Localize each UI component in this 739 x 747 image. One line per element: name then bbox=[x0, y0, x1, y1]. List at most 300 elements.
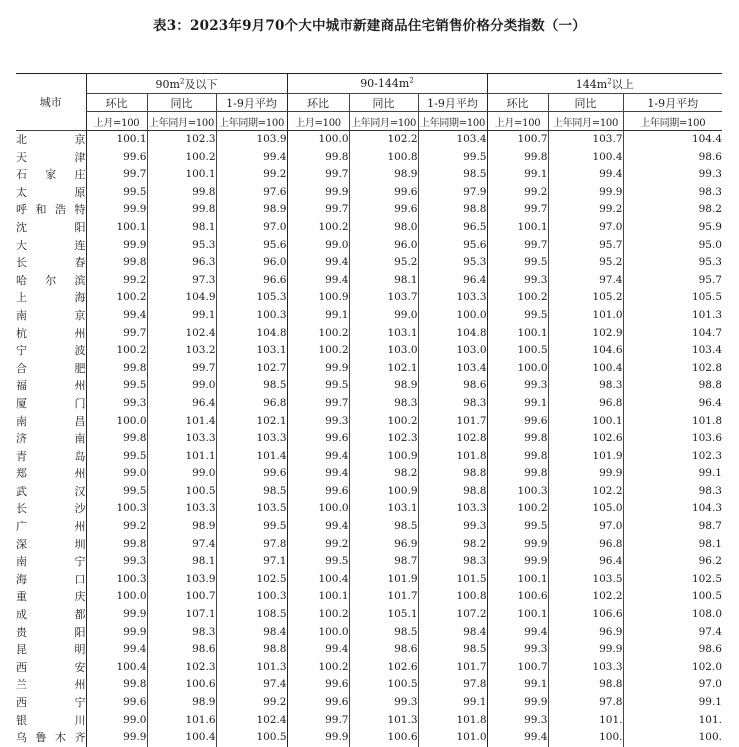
city-name-cell: 西宁 bbox=[16, 696, 86, 709]
value-cell-large-mom: 99.9 bbox=[487, 536, 548, 554]
value-cell-small-avg: 97.1 bbox=[216, 553, 287, 571]
value-cell-large-mom: 99.8 bbox=[487, 448, 548, 466]
value-cell-small-mom: 100.1 bbox=[86, 131, 147, 149]
value-cell-small-avg: 103.5 bbox=[216, 500, 287, 518]
value-cell-small-mom: 99.0 bbox=[86, 465, 147, 483]
value-cell-medium-mom: 99.2 bbox=[287, 536, 349, 554]
value-cell-large-mom: 99.5 bbox=[487, 254, 548, 272]
city-name-cell: 石家庄 bbox=[16, 168, 86, 182]
value-cell-medium-avg: 98.8 bbox=[418, 483, 487, 501]
value-cell-large-avg: 100.5 bbox=[623, 588, 722, 606]
city-name-cell: 青岛 bbox=[16, 449, 86, 463]
value-cell-medium-yoy: 98.5 bbox=[349, 624, 418, 642]
value-cell-large-yoy: 96.9 bbox=[548, 624, 623, 642]
value-cell-small-mom: 99.7 bbox=[86, 166, 147, 184]
value-cell-small-avg: 101.3 bbox=[216, 659, 287, 677]
table-row bbox=[16, 448, 722, 466]
city-name-cell: 郑州 bbox=[16, 467, 86, 481]
value-cell-medium-yoy: 98.6 bbox=[349, 641, 418, 659]
sub-header-mom: 环比 bbox=[287, 94, 349, 112]
value-cell-small-avg: 104.8 bbox=[216, 325, 287, 343]
value-cell-small-yoy: 100.5 bbox=[147, 483, 216, 501]
value-cell-small-yoy: 102.3 bbox=[147, 659, 216, 677]
value-cell-small-avg: 97.6 bbox=[216, 184, 287, 202]
value-cell-medium-yoy: 102.6 bbox=[349, 659, 418, 677]
value-cell-small-yoy: 100.4 bbox=[147, 729, 216, 747]
value-cell-small-mom: 99.8 bbox=[86, 536, 147, 554]
value-cell-small-yoy: 107.1 bbox=[147, 606, 216, 624]
value-cell-large-avg: 108.0 bbox=[623, 606, 722, 624]
value-cell-medium-mom: 99.9 bbox=[287, 360, 349, 378]
value-cell-small-avg: 100.3 bbox=[216, 307, 287, 325]
value-cell-medium-mom: 99.4 bbox=[287, 448, 349, 466]
table-row bbox=[16, 430, 722, 448]
value-cell-small-mom: 100.3 bbox=[86, 571, 147, 589]
value-cell-large-mom: 99.1 bbox=[487, 676, 548, 694]
value-cell-medium-mom: 99.7 bbox=[287, 166, 349, 184]
basis-header-avg: 上年同期=100 bbox=[418, 112, 487, 131]
value-cell-medium-avg: 103.3 bbox=[418, 500, 487, 518]
value-cell-small-mom: 99.6 bbox=[86, 149, 147, 167]
table-row bbox=[16, 729, 722, 747]
value-cell-small-avg: 96.8 bbox=[216, 395, 287, 413]
city-name-cell: 武汉 bbox=[16, 484, 86, 498]
table-row bbox=[16, 641, 722, 659]
group-header-small bbox=[86, 74, 287, 94]
value-cell-large-mom: 100.2 bbox=[487, 289, 548, 307]
value-cell-large-yoy: 101. bbox=[548, 712, 623, 730]
basis-header-mom: 上月=100 bbox=[86, 112, 147, 131]
value-cell-large-mom: 100.5 bbox=[487, 342, 548, 360]
group-header-large-base: 144m bbox=[575, 77, 608, 91]
table-row bbox=[16, 254, 722, 272]
value-cell-large-mom: 99.5 bbox=[487, 518, 548, 536]
value-cell-small-yoy: 98.9 bbox=[147, 518, 216, 536]
value-cell-small-yoy: 98.3 bbox=[147, 624, 216, 642]
value-cell-small-avg: 100.5 bbox=[216, 729, 287, 747]
value-cell-small-mom: 99.3 bbox=[86, 553, 147, 571]
value-cell-large-avg: 98.6 bbox=[623, 641, 722, 659]
value-cell-small-avg: 99.4 bbox=[216, 149, 287, 167]
value-cell-medium-yoy: 98.1 bbox=[349, 272, 418, 290]
value-cell-large-mom: 99.8 bbox=[487, 465, 548, 483]
city-name-cell: 重庆 bbox=[16, 590, 86, 604]
value-cell-small-avg: 103.3 bbox=[216, 430, 287, 448]
value-cell-medium-yoy: 95.2 bbox=[349, 254, 418, 272]
value-cell-medium-mom: 99.1 bbox=[287, 307, 349, 325]
value-cell-medium-mom: 99.7 bbox=[287, 395, 349, 413]
sub-header-yoy: 同比 bbox=[548, 94, 623, 112]
value-cell-small-yoy: 99.8 bbox=[147, 184, 216, 202]
value-cell-medium-avg: 100.8 bbox=[418, 588, 487, 606]
city-name-cell: 西安 bbox=[16, 660, 86, 674]
table-row bbox=[16, 659, 722, 677]
value-cell-large-yoy: 102.2 bbox=[548, 483, 623, 501]
value-cell-small-mom: 99.5 bbox=[86, 448, 147, 466]
value-cell-medium-mom: 100.1 bbox=[287, 588, 349, 606]
city-name-cell: 上海 bbox=[16, 291, 86, 305]
basis-header-mom: 上月=100 bbox=[487, 112, 548, 131]
value-cell-small-avg: 99.2 bbox=[216, 166, 287, 184]
value-cell-small-yoy: 96.3 bbox=[147, 254, 216, 272]
value-cell-medium-mom: 99.6 bbox=[287, 483, 349, 501]
value-cell-large-avg: 100. bbox=[623, 729, 722, 747]
value-cell-large-mom: 100.1 bbox=[487, 571, 548, 589]
value-cell-large-mom: 99.3 bbox=[487, 272, 548, 290]
table-row bbox=[16, 518, 722, 536]
value-cell-medium-avg: 99.3 bbox=[418, 518, 487, 536]
table-row bbox=[16, 606, 722, 624]
city-name-cell: 长沙 bbox=[16, 502, 86, 516]
table-row bbox=[16, 166, 722, 184]
value-cell-small-yoy: 99.1 bbox=[147, 307, 216, 325]
value-cell-small-avg: 98.8 bbox=[216, 641, 287, 659]
value-cell-large-avg: 98.1 bbox=[623, 536, 722, 554]
city-name-cell: 乌鲁木齐 bbox=[16, 731, 86, 745]
value-cell-medium-mom: 100.2 bbox=[287, 342, 349, 360]
value-cell-medium-mom: 100.2 bbox=[287, 219, 349, 237]
group-header-large bbox=[487, 74, 722, 94]
value-cell-small-mom: 99.4 bbox=[86, 307, 147, 325]
basis-header-yoy: 上年同月=100 bbox=[349, 112, 418, 131]
value-cell-small-yoy: 100.6 bbox=[147, 676, 216, 694]
table-row bbox=[16, 536, 722, 554]
value-cell-small-avg: 105.3 bbox=[216, 289, 287, 307]
value-cell-small-yoy: 97.3 bbox=[147, 272, 216, 290]
value-cell-large-yoy: 99.2 bbox=[548, 201, 623, 219]
value-cell-large-avg: 102.5 bbox=[623, 571, 722, 589]
value-cell-medium-mom: 99.4 bbox=[287, 641, 349, 659]
city-name-cell: 太原 bbox=[16, 185, 86, 199]
group-header-medium-sup: 2 bbox=[409, 76, 414, 85]
value-cell-medium-yoy: 101.9 bbox=[349, 571, 418, 589]
value-cell-large-avg: 101. bbox=[623, 712, 722, 730]
city-name-cell: 深圳 bbox=[16, 537, 86, 551]
value-cell-large-yoy: 95.2 bbox=[548, 254, 623, 272]
value-cell-small-mom: 99.5 bbox=[86, 483, 147, 501]
value-cell-medium-yoy: 102.2 bbox=[349, 131, 418, 149]
value-cell-medium-yoy: 98.3 bbox=[349, 395, 418, 413]
price-index-table bbox=[16, 73, 722, 747]
value-cell-medium-avg: 98.3 bbox=[418, 395, 487, 413]
value-cell-large-mom: 99.7 bbox=[487, 201, 548, 219]
value-cell-medium-avg: 97.8 bbox=[418, 676, 487, 694]
value-cell-large-avg: 102.3 bbox=[623, 448, 722, 466]
value-cell-medium-avg: 101.5 bbox=[418, 571, 487, 589]
value-cell-large-mom: 99.9 bbox=[487, 694, 548, 712]
value-cell-large-mom: 99.3 bbox=[487, 641, 548, 659]
value-cell-medium-mom: 99.7 bbox=[287, 712, 349, 730]
value-cell-small-mom: 99.8 bbox=[86, 430, 147, 448]
table-row bbox=[16, 360, 722, 378]
value-cell-large-mom: 99.3 bbox=[487, 712, 548, 730]
value-cell-medium-yoy: 100.9 bbox=[349, 448, 418, 466]
city-column-header: 城市 bbox=[16, 74, 86, 131]
value-cell-medium-mom: 99.6 bbox=[287, 694, 349, 712]
value-cell-large-yoy: 98.3 bbox=[548, 377, 623, 395]
value-cell-small-yoy: 100.7 bbox=[147, 588, 216, 606]
value-cell-large-avg: 99.1 bbox=[623, 694, 722, 712]
city-name-cell: 呼和浩特 bbox=[16, 203, 86, 217]
value-cell-large-mom: 99.2 bbox=[487, 184, 548, 202]
value-cell-large-mom: 99.5 bbox=[487, 307, 548, 325]
city-name-cell: 福州 bbox=[16, 379, 86, 393]
value-cell-small-yoy: 95.3 bbox=[147, 237, 216, 255]
value-cell-large-avg: 98.3 bbox=[623, 483, 722, 501]
value-cell-large-yoy: 100.1 bbox=[548, 413, 623, 431]
city-name-cell: 广州 bbox=[16, 520, 86, 534]
value-cell-medium-mom: 100.0 bbox=[287, 500, 349, 518]
value-cell-small-avg: 97.8 bbox=[216, 536, 287, 554]
value-cell-large-avg: 101.3 bbox=[623, 307, 722, 325]
table-row bbox=[16, 676, 722, 694]
value-cell-small-avg: 99.5 bbox=[216, 518, 287, 536]
value-cell-large-yoy: 96.8 bbox=[548, 395, 623, 413]
table-row bbox=[16, 712, 722, 730]
value-cell-large-yoy: 102.9 bbox=[548, 325, 623, 343]
city-name-cell: 天津 bbox=[16, 150, 86, 164]
value-cell-medium-mom: 99.4 bbox=[287, 518, 349, 536]
value-cell-medium-yoy: 101.7 bbox=[349, 588, 418, 606]
value-cell-small-avg: 97.4 bbox=[216, 676, 287, 694]
value-cell-medium-avg: 98.6 bbox=[418, 377, 487, 395]
value-cell-large-avg: 102.8 bbox=[623, 360, 722, 378]
value-cell-small-yoy: 98.6 bbox=[147, 641, 216, 659]
value-cell-small-mom: 99.7 bbox=[86, 325, 147, 343]
value-cell-large-avg: 97.0 bbox=[623, 676, 722, 694]
value-cell-medium-yoy: 100.8 bbox=[349, 149, 418, 167]
value-cell-small-avg: 108.5 bbox=[216, 606, 287, 624]
city-name-cell: 合肥 bbox=[16, 361, 86, 375]
value-cell-large-mom: 100.3 bbox=[487, 483, 548, 501]
table-row bbox=[16, 588, 722, 606]
value-cell-large-mom: 99.9 bbox=[487, 553, 548, 571]
value-cell-small-yoy: 100.1 bbox=[147, 166, 216, 184]
value-cell-large-avg: 99.1 bbox=[623, 465, 722, 483]
table-row bbox=[16, 149, 722, 167]
table-row bbox=[16, 624, 722, 642]
value-cell-medium-avg: 104.8 bbox=[418, 325, 487, 343]
city-name-cell: 南京 bbox=[16, 308, 86, 322]
city-name-cell: 银川 bbox=[16, 713, 86, 727]
value-cell-small-avg: 95.6 bbox=[216, 237, 287, 255]
value-cell-medium-yoy: 98.0 bbox=[349, 219, 418, 237]
value-cell-large-yoy: 104.6 bbox=[548, 342, 623, 360]
value-cell-medium-mom: 99.0 bbox=[287, 237, 349, 255]
value-cell-medium-yoy: 98.7 bbox=[349, 553, 418, 571]
group-header-small-sup: 2 bbox=[179, 76, 185, 85]
city-name-cell: 宁波 bbox=[16, 344, 86, 358]
table-row bbox=[16, 694, 722, 712]
value-cell-medium-avg: 95.6 bbox=[418, 237, 487, 255]
value-cell-large-mom: 100.2 bbox=[487, 500, 548, 518]
value-cell-large-avg: 98.6 bbox=[623, 149, 722, 167]
value-cell-small-avg: 103.1 bbox=[216, 342, 287, 360]
value-cell-medium-avg: 98.2 bbox=[418, 536, 487, 554]
value-cell-medium-mom: 99.4 bbox=[287, 254, 349, 272]
table-title: 表3：2023年9月70个大中城市新建商品住宅销售价格分类指数（一） bbox=[153, 18, 586, 34]
value-cell-large-avg: 98.3 bbox=[623, 184, 722, 202]
value-cell-medium-mom: 100.2 bbox=[287, 606, 349, 624]
value-cell-large-yoy: 97.8 bbox=[548, 694, 623, 712]
city-name-cell: 南昌 bbox=[16, 414, 86, 428]
value-cell-medium-yoy: 100.2 bbox=[349, 413, 418, 431]
value-cell-small-yoy: 96.4 bbox=[147, 395, 216, 413]
value-cell-medium-avg: 98.5 bbox=[418, 641, 487, 659]
table-row bbox=[16, 272, 722, 290]
table-row bbox=[16, 219, 722, 237]
value-cell-small-yoy: 97.4 bbox=[147, 536, 216, 554]
value-cell-medium-avg: 101.8 bbox=[418, 448, 487, 466]
value-cell-large-yoy: 99.9 bbox=[548, 184, 623, 202]
city-name-cell: 兰州 bbox=[16, 678, 86, 692]
value-cell-small-yoy: 98.1 bbox=[147, 553, 216, 571]
value-cell-large-yoy: 99.9 bbox=[548, 465, 623, 483]
value-cell-large-yoy: 96.4 bbox=[548, 553, 623, 571]
value-cell-medium-avg: 97.9 bbox=[418, 184, 487, 202]
value-cell-large-avg: 95.3 bbox=[623, 254, 722, 272]
group-header-small-suffix: 及以下 bbox=[184, 77, 218, 91]
value-cell-small-avg: 96.0 bbox=[216, 254, 287, 272]
value-cell-medium-avg: 103.3 bbox=[418, 289, 487, 307]
value-cell-small-yoy: 104.9 bbox=[147, 289, 216, 307]
value-cell-medium-yoy: 103.0 bbox=[349, 342, 418, 360]
value-cell-small-yoy: 102.3 bbox=[147, 131, 216, 149]
value-cell-large-mom: 99.7 bbox=[487, 237, 548, 255]
value-cell-small-mom: 99.8 bbox=[86, 360, 147, 378]
table-row bbox=[16, 201, 722, 219]
value-cell-small-mom: 100.0 bbox=[86, 588, 147, 606]
value-cell-large-avg: 95.9 bbox=[623, 219, 722, 237]
value-cell-small-mom: 99.9 bbox=[86, 624, 147, 642]
value-cell-medium-avg: 103.0 bbox=[418, 342, 487, 360]
value-cell-small-yoy: 103.2 bbox=[147, 342, 216, 360]
value-cell-medium-avg: 101.7 bbox=[418, 659, 487, 677]
value-cell-medium-yoy: 98.9 bbox=[349, 166, 418, 184]
value-cell-small-mom: 100.4 bbox=[86, 659, 147, 677]
value-cell-large-yoy: 97.0 bbox=[548, 219, 623, 237]
value-cell-medium-yoy: 102.3 bbox=[349, 430, 418, 448]
table-row bbox=[16, 342, 722, 360]
value-cell-large-avg: 104.3 bbox=[623, 500, 722, 518]
sub-header-avg: 1-9月平均 bbox=[216, 94, 287, 112]
value-cell-medium-mom: 99.8 bbox=[287, 149, 349, 167]
value-cell-large-mom: 99.4 bbox=[487, 729, 548, 747]
value-cell-medium-mom: 100.4 bbox=[287, 571, 349, 589]
group-header-medium bbox=[287, 74, 487, 94]
value-cell-medium-avg: 98.4 bbox=[418, 624, 487, 642]
sub-header-yoy: 同比 bbox=[349, 94, 418, 112]
value-cell-small-yoy: 103.3 bbox=[147, 430, 216, 448]
value-cell-small-mom: 99.8 bbox=[86, 254, 147, 272]
value-cell-small-mom: 99.0 bbox=[86, 712, 147, 730]
value-cell-medium-avg: 98.3 bbox=[418, 553, 487, 571]
value-cell-small-avg: 98.9 bbox=[216, 201, 287, 219]
value-cell-small-mom: 99.5 bbox=[86, 377, 147, 395]
value-cell-small-yoy: 98.1 bbox=[147, 219, 216, 237]
city-name-cell: 哈尔滨 bbox=[16, 273, 86, 287]
value-cell-large-yoy: 105.0 bbox=[548, 500, 623, 518]
table-row bbox=[16, 553, 722, 571]
value-cell-small-mom: 100.1 bbox=[86, 219, 147, 237]
value-cell-small-mom: 99.8 bbox=[86, 676, 147, 694]
value-cell-small-avg: 101.4 bbox=[216, 448, 287, 466]
value-cell-large-mom: 99.8 bbox=[487, 149, 548, 167]
value-cell-medium-yoy: 96.0 bbox=[349, 237, 418, 255]
value-cell-large-avg: 98.2 bbox=[623, 201, 722, 219]
value-cell-small-avg: 97.0 bbox=[216, 219, 287, 237]
table-row bbox=[16, 237, 722, 255]
city-name-cell: 昆明 bbox=[16, 643, 86, 657]
value-cell-medium-yoy: 98.9 bbox=[349, 377, 418, 395]
value-cell-large-mom: 100.6 bbox=[487, 588, 548, 606]
value-cell-small-avg: 98.5 bbox=[216, 483, 287, 501]
value-cell-small-avg: 99.6 bbox=[216, 465, 287, 483]
table-row bbox=[16, 413, 722, 431]
value-cell-small-yoy: 99.7 bbox=[147, 360, 216, 378]
value-cell-medium-yoy: 100.9 bbox=[349, 483, 418, 501]
group-header-small-base: 90m bbox=[155, 77, 180, 91]
value-cell-small-avg: 102.4 bbox=[216, 712, 287, 730]
value-cell-medium-avg: 107.2 bbox=[418, 606, 487, 624]
table-row bbox=[16, 289, 722, 307]
value-cell-small-yoy: 101.6 bbox=[147, 712, 216, 730]
value-cell-large-mom: 100.1 bbox=[487, 606, 548, 624]
table-row bbox=[16, 465, 722, 483]
value-cell-small-mom: 100.3 bbox=[86, 500, 147, 518]
city-name-cell: 成都 bbox=[16, 608, 86, 622]
value-cell-large-avg: 98.7 bbox=[623, 518, 722, 536]
value-cell-medium-mom: 100.2 bbox=[287, 325, 349, 343]
value-cell-small-avg: 99.2 bbox=[216, 694, 287, 712]
value-cell-small-yoy: 99.8 bbox=[147, 201, 216, 219]
value-cell-small-mom: 99.9 bbox=[86, 729, 147, 747]
value-cell-medium-yoy: 103.1 bbox=[349, 325, 418, 343]
basis-header-avg: 上年同期=100 bbox=[216, 112, 287, 131]
table-row bbox=[16, 307, 722, 325]
value-cell-large-yoy: 99.9 bbox=[548, 641, 623, 659]
value-cell-medium-yoy: 100.5 bbox=[349, 676, 418, 694]
value-cell-small-avg: 98.5 bbox=[216, 377, 287, 395]
value-cell-medium-mom: 99.6 bbox=[287, 676, 349, 694]
value-cell-large-mom: 99.8 bbox=[487, 430, 548, 448]
value-cell-small-yoy: 103.9 bbox=[147, 571, 216, 589]
value-cell-small-mom: 100.0 bbox=[86, 413, 147, 431]
value-cell-large-avg: 96.4 bbox=[623, 395, 722, 413]
value-cell-large-mom: 99.1 bbox=[487, 395, 548, 413]
value-cell-small-yoy: 101.1 bbox=[147, 448, 216, 466]
city-name-cell: 杭州 bbox=[16, 326, 86, 340]
value-cell-medium-yoy: 98.5 bbox=[349, 518, 418, 536]
value-cell-large-avg: 104.7 bbox=[623, 325, 722, 343]
value-cell-large-yoy: 103.3 bbox=[548, 659, 623, 677]
value-cell-large-yoy: 101.9 bbox=[548, 448, 623, 466]
value-cell-large-mom: 100.7 bbox=[487, 131, 548, 149]
value-cell-medium-mom: 99.9 bbox=[287, 729, 349, 747]
value-cell-large-mom: 99.4 bbox=[487, 624, 548, 642]
value-cell-medium-yoy: 102.1 bbox=[349, 360, 418, 378]
basis-header-yoy: 上年同月=100 bbox=[548, 112, 623, 131]
value-cell-large-mom: 100.0 bbox=[487, 360, 548, 378]
value-cell-large-avg: 96.2 bbox=[623, 553, 722, 571]
value-cell-medium-mom: 99.9 bbox=[287, 184, 349, 202]
value-cell-medium-mom: 99.4 bbox=[287, 465, 349, 483]
value-cell-small-yoy: 100.2 bbox=[147, 149, 216, 167]
value-cell-medium-avg: 99.1 bbox=[418, 694, 487, 712]
value-cell-medium-mom: 99.4 bbox=[287, 272, 349, 290]
value-cell-large-yoy: 100.4 bbox=[548, 149, 623, 167]
value-cell-medium-avg: 101.7 bbox=[418, 413, 487, 431]
